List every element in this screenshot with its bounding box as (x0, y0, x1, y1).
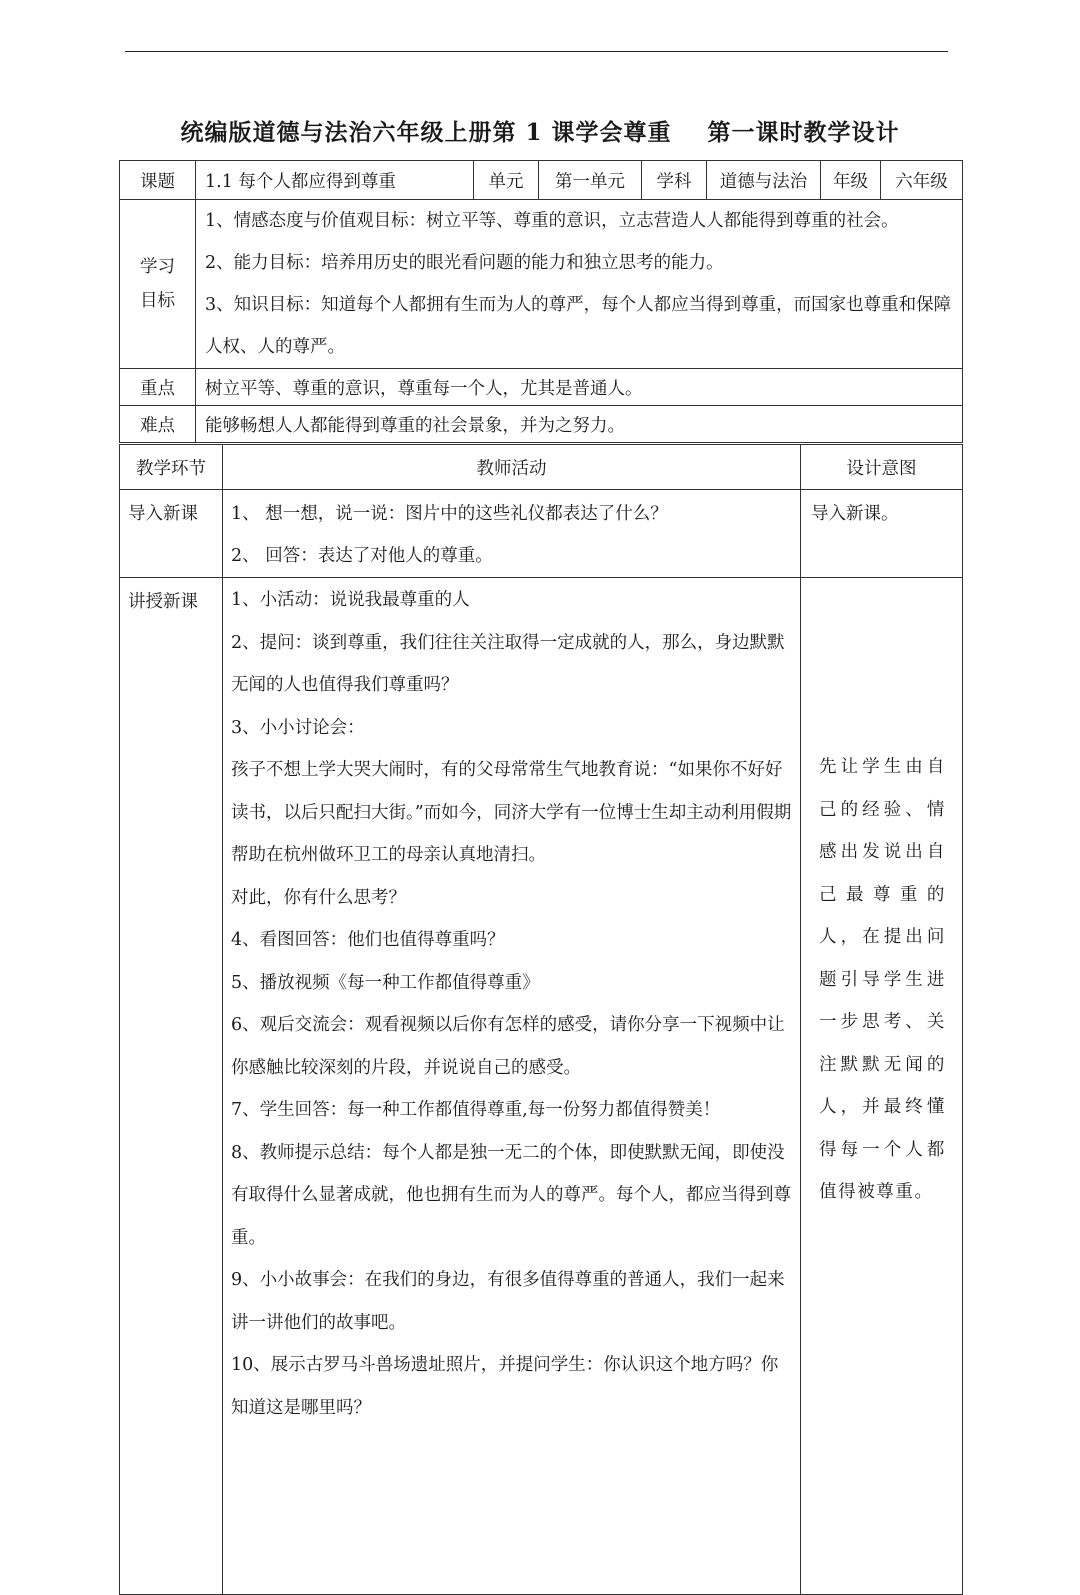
teaching-design-intent-cell (801, 578, 963, 1595)
activity-item: 1、小活动：说说我最尊重的人 (231, 590, 470, 610)
activity-item: 6、观后交流会：观看视频以后你有怎样的感受，请你分享一下视频中让你感触比较深刻的片段，并说说自己的感受。 (231, 1015, 785, 1078)
activity-item: 对此，你有什么思考？ (231, 887, 406, 908)
activity-item: 7、学生回答：每一种工作都值得尊重,每一份努力都值得赞美！ (231, 1100, 721, 1120)
topic-value: 1.1 每个人都应得到尊重 (196, 161, 474, 200)
difficulty-value: 能够畅想人人都能得到尊重的社会景象，并为之努力。 (196, 406, 963, 443)
activity-item: 8、教师提示总结：每个人都是独一无二的个体，即使默默无闻，即使没有取得什么显著成就，他也拥有生而为人的尊严。每个人，都应当得到尊重。 (231, 1142, 791, 1248)
activity-item: 2、提问：谈到尊重，我们往往关注取得一定成就的人，那么，身边默默无闻的人也值得我们尊重吗？ (231, 632, 785, 695)
activity-item: 1、 想一想，说一说：图片中的这些礼仪都表达了什么？ (231, 504, 668, 524)
goal-item: 1、情感态度与价值观目标：树立平等、尊重的意识，立志营造人人都能得到尊重的社会。 (205, 211, 899, 231)
difficulty-row (120, 406, 963, 443)
activity-item: 3、小小讨论会： (231, 717, 365, 738)
learning-goals-label-cell (120, 200, 196, 369)
difficulty-label: 难点 (120, 406, 196, 443)
learning-goals-cell (196, 200, 963, 369)
subject-label: 学科 (642, 161, 707, 200)
goal-item: 3、知识目标：知道每个人都拥有生而为人的尊严，每个人都应当得到尊重，而国家也尊重和保障人权、人的尊严。 (205, 295, 952, 357)
key-point-value: 树立平等、尊重的意识，尊重每一个人，尤其是普通人。 (196, 369, 963, 406)
subject-value: 道德与法治 (707, 161, 821, 200)
activity-item: 孩子不想上学大哭大闹时，有的父母常常生气地教育说：“如果你不好好读书，以后只配扫大街。”而如今，同济大学有一位博士生却主动利用假期帮助在杭州做环卫工的母亲认真地清扫。 (231, 760, 792, 865)
unit-label: 单元 (474, 161, 539, 200)
intro-activities (223, 490, 801, 578)
design-intent-header: 设计意图 (801, 445, 963, 490)
process-header-row (120, 445, 963, 490)
key-point-row (120, 369, 963, 406)
goal-item: 2、能力目标：培养用历史的眼光看问题的能力和独立思考的能力。 (205, 253, 724, 273)
activity-item: 4、看图回答：他们也值得尊重吗？ (231, 930, 505, 950)
learning-goals-label-line1: 学习 (140, 257, 175, 277)
activity-item: 9、小小故事会：在我们的身边，有很多值得尊重的普通人，我们一起来讲一讲他们的故事吧。 (231, 1270, 785, 1333)
grade-value: 六年级 (881, 161, 963, 200)
document-title: 统编版道德与法治六年级上册第 1 课学会尊重 第一课时教学设计 (180, 119, 900, 146)
teaching-row (120, 578, 963, 1595)
activity-item: 2、 回答：表达了对他人的尊重。 (231, 546, 493, 566)
header-rule (125, 51, 948, 52)
intro-stage-label: 导入新课 (120, 490, 223, 578)
lesson-info-table (119, 160, 963, 443)
intro-design-intent: 导入新课。 (801, 490, 963, 578)
learning-goals-label-line2: 目标 (140, 291, 175, 311)
grade-label: 年级 (821, 161, 881, 200)
unit-value: 第一单元 (539, 161, 642, 200)
teaching-activities (223, 578, 801, 1595)
key-point-label: 重点 (120, 369, 196, 406)
teacher-activity-header: 教师活动 (223, 445, 801, 490)
lesson-info-row (120, 161, 963, 200)
teaching-stage-label: 讲授新课 (120, 578, 223, 1595)
intro-row (120, 490, 963, 578)
topic-label: 课题 (120, 161, 196, 200)
activity-item: 10、展示古罗马斗兽场遗址照片，并提问学生：你认识这个地方吗？你知道这是哪里吗？ (231, 1355, 779, 1418)
activity-item: 5、播放视频《每一种工作都值得尊重》 (231, 972, 540, 993)
stage-header: 教学环节 (120, 445, 223, 490)
teaching-design-intent: 先让学生由自己的经验、情感出发说出自己最尊重的人，在提出问题引导学生进一步思考、关注默默无闻的人，并最终懂得每一个人都值得被尊重。 (819, 757, 946, 1202)
learning-goals-row (120, 200, 963, 369)
teaching-process-table (119, 444, 963, 1595)
